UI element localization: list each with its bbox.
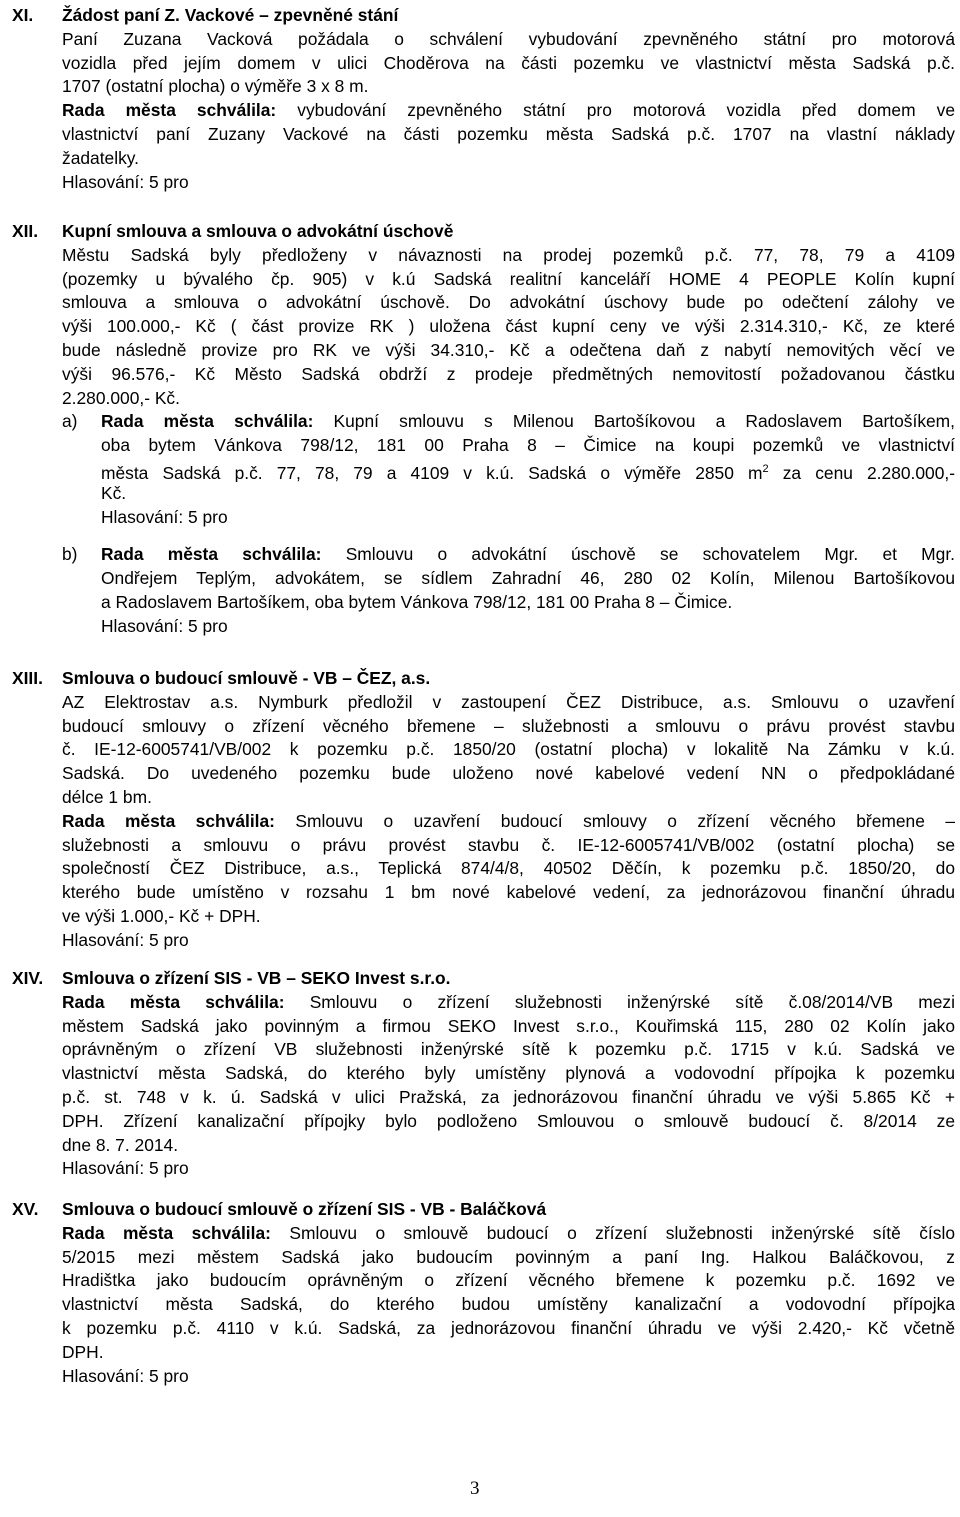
text-line: Ondřejem Teplým, advokátem, se sídlem Zahradní 46, 280 02 Kolín, Milenou Bartošíkovou: [101, 568, 955, 589]
section-title: Smlouva o budoucí smlouvě o zřízení SIS - VB - Baláčková: [62, 1199, 547, 1219]
resolution-line: Rada města schválila: vybudování zpevněného státní pro motorová vozidla před domem ve: [62, 100, 955, 121]
subsection-label: a): [62, 411, 78, 432]
text-line: délce 1 bm.: [62, 786, 152, 807]
text-line: Paní Zuzana Vacková požádala o schválení vybudování zpevněného státní pro motorová: [62, 28, 955, 49]
text-line: vozidla před jejím domem v ulici Choděrova na části pozemku ve vlastnictví města Sadská p.č.: [62, 52, 955, 73]
text-line: Sadská. Do uvedeného pozemku bude uloženo nové kabelové vedení NN o předpokládané: [62, 763, 955, 784]
text-line: budoucí smlouvy o zřízení věcného břemene – služebnosti a smlouvu o právu provést stavbu: [62, 715, 955, 736]
text-line: Kč.: [101, 482, 127, 503]
text-line: p.č. st. 748 v k. ú. Sadská v ulici Pražská, za jednorázovou finanční úhradu ve výši 5.865 Kč +: [62, 1086, 955, 1107]
text-line: smlouva a smlouva o advokátní úschově. Do advokátní úschovy bude po odečtení zálohy ve: [62, 292, 955, 313]
section-title: Smlouva o zřízení SIS - VB – SEKO Invest s.r.o.: [62, 968, 451, 988]
section-number: XIII.: [12, 668, 43, 688]
text-line: oprávněným o zřízení VB služebnosti inženýrské sítě k pozemku p.č. 1715 v k.ú. Sadská ve: [62, 1039, 955, 1060]
resolution-line: Rada města schválila: Smlouvu o advokátní úschově se schovatelem Mgr. et Mgr.: [101, 544, 955, 565]
vote-result: Hlasování: 5 pro: [62, 1365, 189, 1386]
vote-result: Hlasování: 5 pro: [101, 615, 228, 636]
text-line: města Sadská p.č. 77, 78, 79 a 4109 v k.ú. Sadská o výměře 2850 $m^2$ za cenu 2.280.000,-: [101, 462, 955, 482]
text-line: (pozemky u bývalého čp. 905) v k.ú Sadská realitní kanceláří HOME 4 PEOPLE Kolín kupní: [62, 268, 955, 289]
resolution-label: Rada města schválila:: [101, 411, 314, 432]
resolution-label: Rada města schválila:: [62, 100, 277, 121]
vote-result: Hlasování: 5 pro: [62, 929, 189, 950]
text-line: AZ Elektrostav a.s. Nymburk předložil v zastoupení ČEZ Distribuce, a.s. Smlouvu o uzavření: [62, 691, 955, 712]
text-line: vlastnictví paní Zuzany Vackové na části pozemku města Sadská p.č. 1707 na vlastní náklady: [62, 123, 955, 144]
vote-result: Hlasování: 5 pro: [101, 506, 228, 527]
subsection-b: [62, 543, 955, 638]
section-body: [62, 4, 955, 194]
page-number: 3: [470, 1478, 480, 1499]
resolution-line: Rada města schválila: Smlouvu o uzavření budoucí smlouvy o zřízení věcného břemene –: [62, 810, 955, 831]
subsection-a: [62, 410, 955, 529]
vote-result: Hlasování: 5 pro: [62, 1158, 189, 1179]
superscript: 2: [762, 462, 769, 475]
vote-result: Hlasování: 5 pro: [62, 171, 189, 192]
text-line: DPH. Zřízení kanalizační přípojky bylo podloženo Smlouvou o smlouvě budoucí č. 8/2014 ze: [62, 1110, 955, 1131]
section-body: [62, 967, 955, 1181]
text-line: městem Sadská jako povinným a firmou SEKO Invest s.r.o., Kouřimská 115, 280 02 Kolín jako: [62, 1015, 955, 1036]
section-title: Kupní smlouva a smlouva o advokátní úschově: [62, 221, 454, 241]
text-line: žadatelky.: [62, 147, 140, 168]
text-line: výši 96.576,- Kč Město Sadská obdrží z prodeje předmětných nemovitostí požadovanou částku: [62, 363, 955, 384]
section-number: XV.: [12, 1199, 39, 1219]
text-line: k pozemku p.č. 4110 v k.ú. Sadská, za jednorázovou finanční úhradu ve výši 2.420,- Kč včetně: [62, 1317, 955, 1338]
text-line: Hradištka jako budoucím oprávněným o zřízení věcného břemene k pozemku p.č. 1692 ve: [62, 1270, 955, 1291]
text-line: č. IE-12-6005741/VB/002 k pozemku p.č. 1850/20 (ostatní plocha) v lokalitě Na Zámku v k.ú.: [62, 739, 955, 760]
resolution-label: Rada města schválila:: [101, 544, 322, 565]
text-line: vlastnictví města Sadská, do kterého budou umístěny kanalizační a vodovodní přípojka: [62, 1294, 955, 1315]
section-body: [62, 667, 955, 953]
text-line: ve výši 1.000,- Kč + DPH.: [62, 905, 261, 926]
resolution-line: Rada města schválila: Smlouvu o zřízení služebnosti inženýrské sítě č.08/2014/VB mezi: [62, 991, 955, 1012]
section-title: Smlouva o budoucí smlouvě - VB – ČEZ, a.s.: [62, 668, 431, 688]
text-line: Městu Sadská byly předloženy v návaznosti na prodej pozemků p.č. 77, 78, 79 a 4109: [62, 244, 955, 265]
text-line: výši 100.000,- Kč ( část provize RK ) uložena část kupní ceny ve výši 2.314.310,- Kč, ze které: [62, 316, 955, 337]
section-title: Žádost paní Z. Vackové – zpevněné stání: [62, 5, 399, 25]
resolution-label: Rada města schválila:: [62, 991, 285, 1012]
text-line: 1707 (ostatní plocha) o výměře 3 x 8 m.: [62, 76, 369, 97]
text-line: společností ČEZ Distribuce, a.s., Teplická 874/4/8, 40502 Děčín, k pozemku p.č. 1850/20, do: [62, 858, 955, 879]
text-line: 2.280.000,- Kč.: [62, 387, 180, 408]
text-line: služebnosti a smlouvu o právu provést stavbu č. IE-12-6005741/VB/002 (ostatní plocha) se: [62, 834, 955, 855]
section-number: XIV.: [12, 968, 44, 988]
text-line: bude následně provize pro RK ve výši 34.310,- Kč a odečtena daň z nabytí nemovitých věcí ve: [62, 339, 955, 360]
text-line: oba bytem Vánkova 798/12, 181 00 Praha 8 – Čimice na koupi pozemků ve vlastnictví: [101, 435, 955, 456]
text-line: vlastnictví města Sadská, do kterého byly umístěny plynová a vodovodní přípojka k pozemku: [62, 1063, 955, 1084]
subsection-label: b): [62, 544, 78, 565]
resolution-label: Rada města schválila:: [62, 1222, 271, 1243]
section-number: XII.: [12, 221, 39, 241]
text-line: dne 8. 7. 2014.: [62, 1134, 179, 1155]
resolution-line: Rada města schválila: Kupní smlouvu s Milenou Bartošíkovou a Radoslavem Bartošíkem,: [101, 411, 955, 432]
section-number: XI.: [12, 5, 34, 25]
text-line: a Radoslavem Bartošíkem, oba bytem Vánkova 798/12, 181 00 Praha 8 – Čimice.: [101, 591, 733, 612]
resolution-label: Rada města schválila:: [62, 810, 275, 831]
section-body: [62, 220, 955, 639]
text-line: kterého bude umístěno v rozsahu 1 bm nové kabelové vedení, za jednorázovou finanční úhradu: [62, 882, 955, 903]
resolution-line: Rada města schválila: Smlouvu o smlouvě budoucí o zřízení služebnosti inženýrské sítě číslo: [62, 1222, 955, 1243]
text-line: DPH.: [62, 1341, 104, 1362]
section-body: [62, 1198, 955, 1388]
text-line: 5/2015 mezi městem Sadská jako budoucím povinným a paní Ing. Halkou Baláčkovou, z: [62, 1246, 955, 1267]
